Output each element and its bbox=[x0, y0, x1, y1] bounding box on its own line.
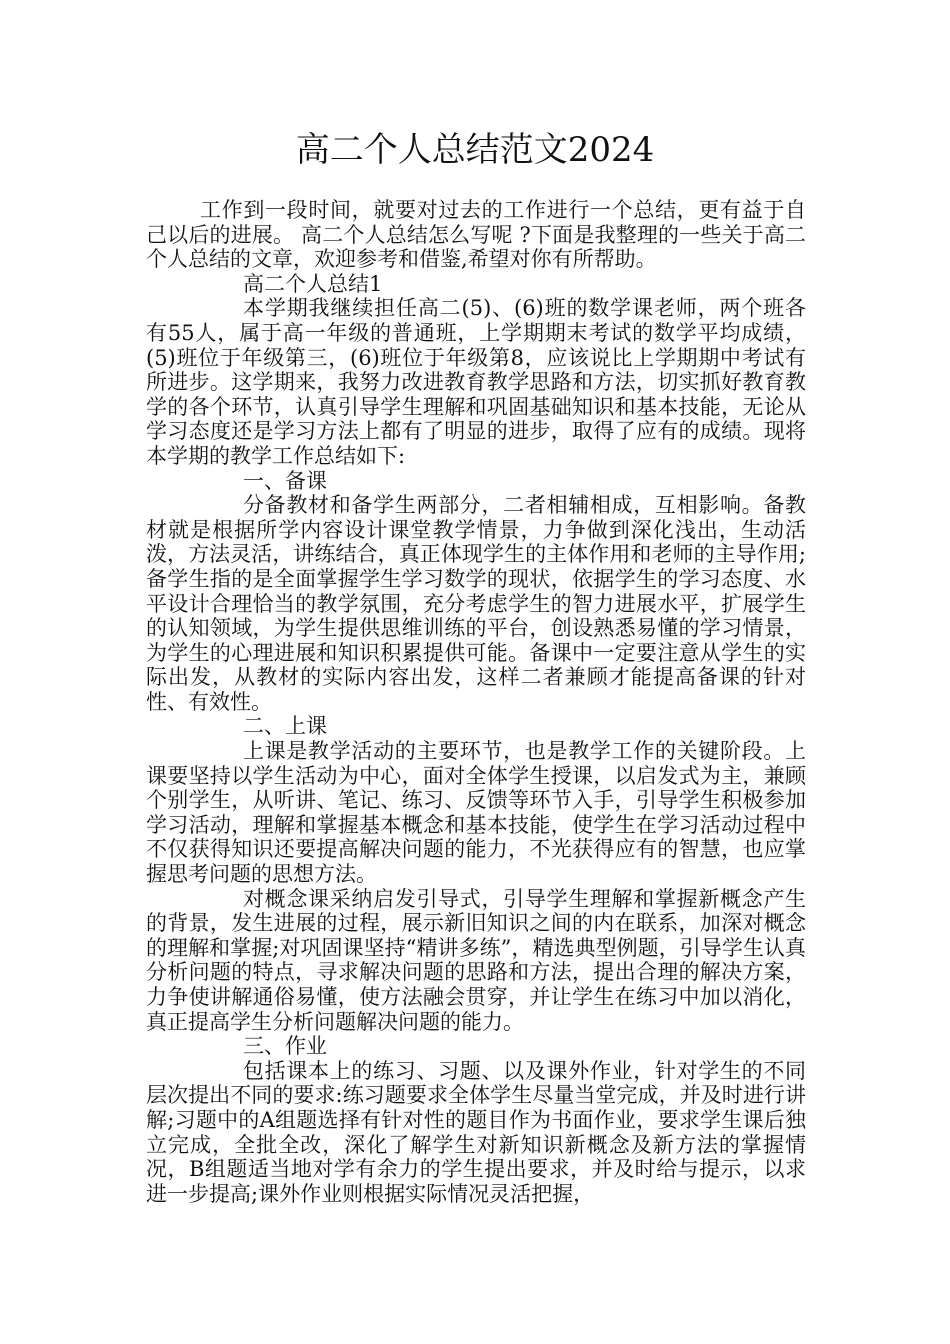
paragraph-2: 分备教材和备学生两部分，二者相辅相成，互相影响。备教材就是根据所学内容设计课堂教学情景，力争做到深化浅出，生动活泼，方法灵活，讲练结合，真正体现学生的主体作用和老师的主导作用;备学生指的是全面掌握学生学习数学的现状，依据学生的学习态度、水平设计合理恰当的教学氛围，充分考虑学生的智力进展水平，扩展学生的认知领域，为学生提供思维训练的平台，创设熟悉易懂的学习情景，为学生的心理进展和知识积累提供可能。备课中一定要注意从学生的实际出发，从教材的实际内容出发，这样二者兼顾才能提高备课的针对性、有效性。 bbox=[146, 493, 806, 714]
paragraph-3: 上课是教学活动的主要环节，也是教学工作的关键阶段。上课要坚持以学生活动为中心，面对全体学生授课，以启发式为主，兼顾个别学生，从听讲、笔记、练习、反馈等环节入手，引导学生积极参加学习活动，理解和掌握基本概念和基本技能，使学生在学习活动过程中不仅获得知识还要提高解决问题的能力，不光获得应有的智慧，也应掌握思考问题的思想方法。 bbox=[146, 739, 806, 887]
document-title: 高二个人总结范文2024 bbox=[295, 130, 655, 170]
paragraph-1: 本学期我继续担任高二(5)、(6)班的数学课老师，两个班各有55人，属于高一年级的普通班，上学期期末考试的数学平均成绩，(5)班位于年级第三，(6)班位于年级第8，应该说比上学期期中考试有所进步。这学期来，我努力改进教育教学思路和方法，切实抓好教育教学的各个环节，认真引导学生理解和巩固基础知识和基本技能，无论从学习态度还是学习方法上都有了明显的进步，取得了应有的成绩。现将本学期的教学工作总结如下: bbox=[146, 296, 806, 468]
heading-homework: 三、作业 bbox=[243, 1034, 327, 1059]
paragraph-5: 包括课本上的练习、习题、以及课外作业，针对学生的不同层次提出不同的要求:练习题要求全体学生尽量当堂完成，并及时进行讲解;习题中的A组题选择有针对性的题目作为书面作业，要求学生课后独立完成，全批全改，深化了解学生对新知识新概念及新方法的掌握情况，B组题适当地对学有余力的学生提出要求，并及时给与提示，以求进一步提高;课外作业则根据实际情况灵活把握， bbox=[146, 1058, 806, 1206]
document-body bbox=[146, 198, 806, 1206]
heading-class: 二、上课 bbox=[243, 714, 327, 739]
section-title: 高二个人总结1 bbox=[243, 271, 383, 296]
intro-paragraph: 工作到一段时间，就要对过去的工作进行一个总结，更有益于自己以后的进展。 高二个人总结怎么写呢 ?下面是我整理的一些关于高二个人总结的文章，欢迎参考和借鉴,希望对你有所帮助。 bbox=[146, 198, 806, 272]
heading-preparation: 一、备课 bbox=[243, 468, 327, 493]
paragraph-4: 对概念课采纳启发引导式，引导学生理解和掌握新概念产生的背景，发生进展的过程，展示新旧知识之间的内在联系，加深对概念的理解和掌握;对巩固课坚持“精讲多练”，精选典型例题，引导学生认真分析问题的特点，寻求解决问题的思路和方法，提出合理的解决方案，力争使讲解通俗易懂，使方法融会贯穿，并让学生在练习中加以消化，真正提高学生分析问题解决问题的能力。 bbox=[146, 886, 806, 1034]
